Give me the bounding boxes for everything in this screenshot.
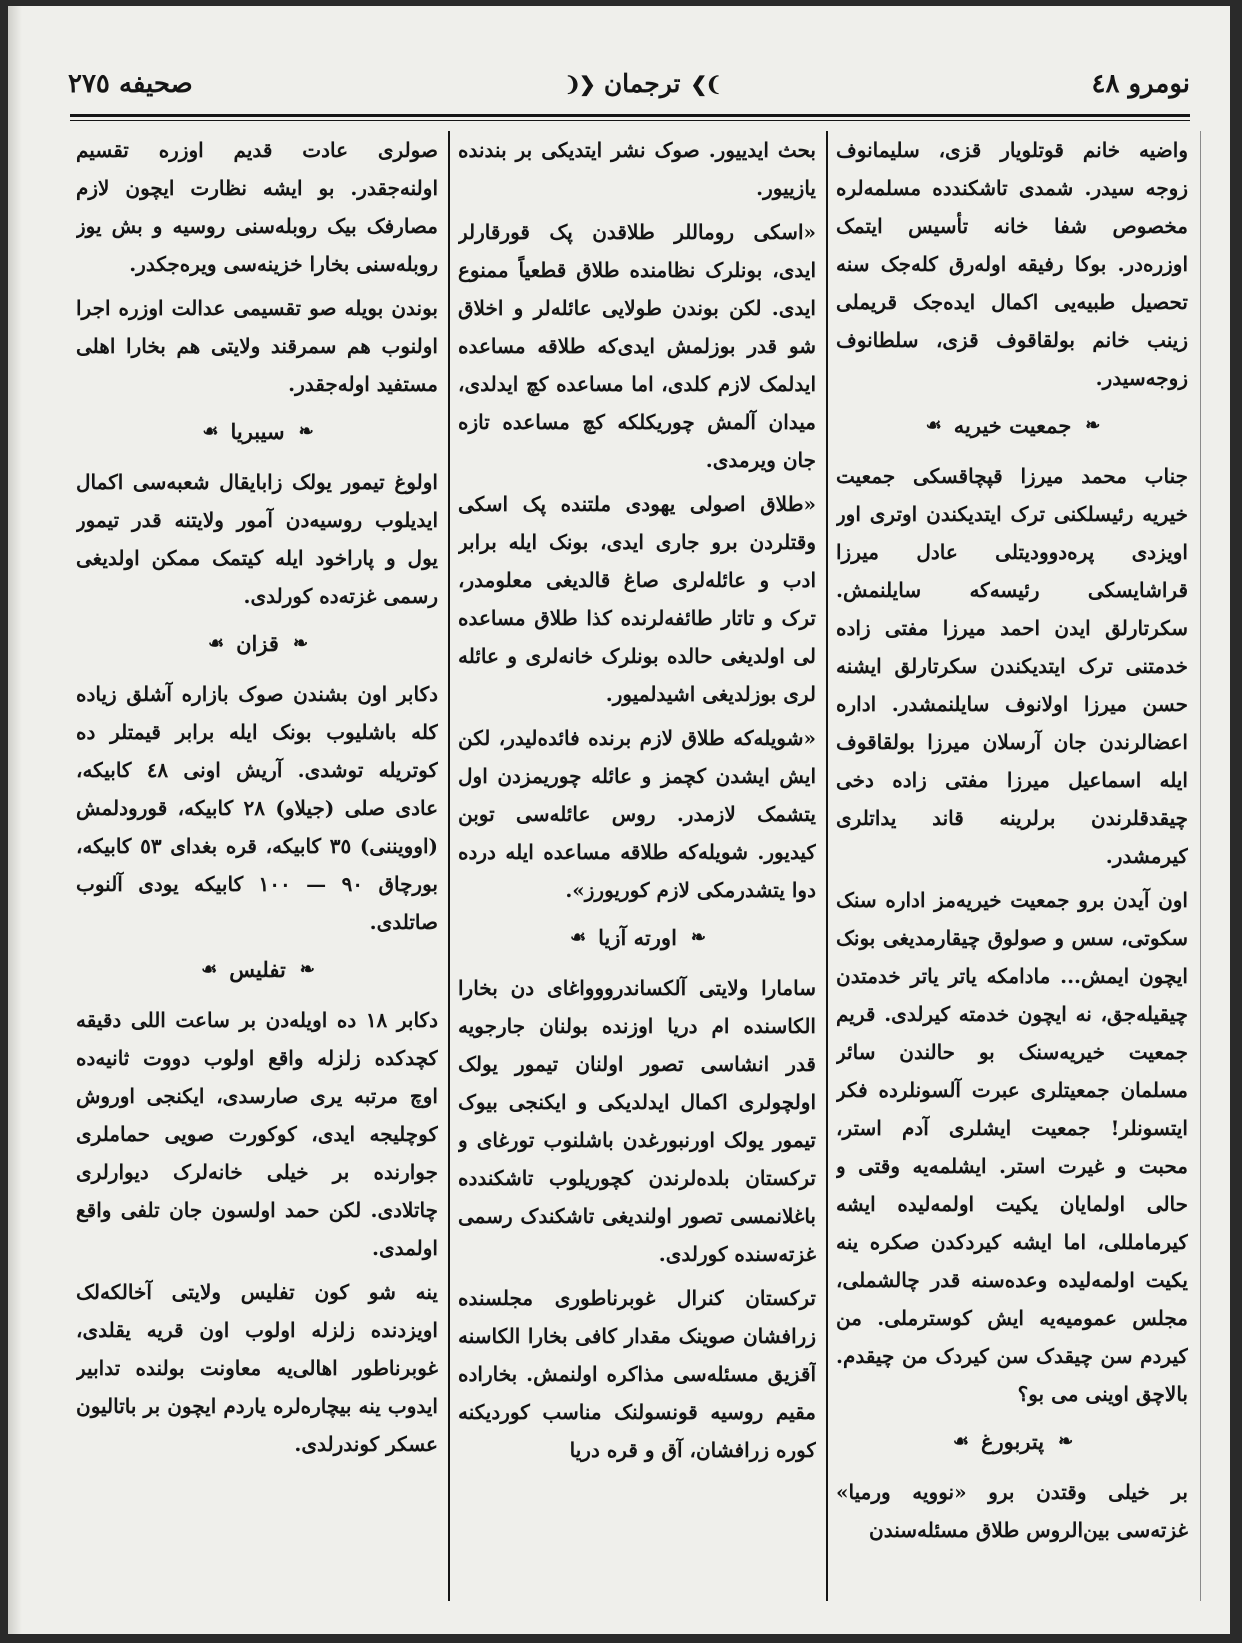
section-heading [76, 625, 438, 663]
article-paragraph: بحث ایدییور. صوک نشر ایتدیکی بر بندنده یازییور. [458, 138, 816, 200]
ornament-icon: ❧ [1058, 1431, 1072, 1452]
ornament-left-icon: ❮❨ [564, 71, 594, 96]
section-title: جمعیت خیریه [953, 413, 1072, 438]
section-heading [76, 413, 438, 451]
ornament-icon: ☙ [925, 415, 940, 436]
ornament-icon: ☙ [201, 959, 216, 980]
article-paragraph: «اسکی روماللر طلاقدن پک قورقارلر ایدی، بونلرک نظامنده طلاق قطعیاً ممنوع ایدی. لکن بوندن طولایی عائله‌لر و اخلاق شو قدر بوزلمش ایدی‌که طلاقه مساعده ایدلمک لازم کلدی، اما مساعده کچ ایدلدی، میدان آلمش چوریکلکه کچ مساعده تازه جان ویرمدی. [458, 220, 816, 472]
section-heading [836, 407, 1188, 445]
section-heading [458, 919, 816, 957]
section-title: سیبریا [230, 419, 285, 444]
article-paragraph: دکابر ١٨ ده اویله‌دن بر ساعت اللی دقیقه کچدکده زلزله واقع اولوب دووت ثانیه‌ده اوچ مرتبه یری صارسدی، ایکنجی اوروش کوچلیجه ایدی، کوکورت صویی حماملری جوارنده بر خیلی خانه‌لرک دیوارلری چاتلادی. لکن حمد اولسون جان تلفی واقع اولمدی. [76, 1008, 438, 1260]
ornament-icon: ☙ [207, 633, 223, 654]
header-rule-thin [70, 120, 1190, 121]
page-number: صحیفه ٢٧٥ [68, 68, 193, 99]
newspaper-page [8, 6, 1230, 1634]
section-heading [76, 951, 438, 989]
section-title: قزان [236, 631, 279, 656]
article-paragraph: بوندن بویله صو تقسیمی عدالت اوزره اجرا اولنوب هم سمرقند ولایتی هم بخارا اهلی مستفید اوله‌جقدر. [76, 296, 438, 396]
ornament-icon: ☙ [202, 421, 217, 442]
article-paragraph: «شویله‌که طلاق لازم برنده فائده‌لیدر، لکن ایش ایشدن کچمز و عائله چوریمزدن اول یتشمک لازمدر. روس عائله‌سی توبن کیدیور. شویله‌که طلاقه مساعده ایله درده دوا یتشدرمکی لازم کوریورز». [458, 726, 816, 902]
ornament-icon: ❧ [1085, 415, 1099, 436]
ornament-right-icon: ❩❯ [690, 71, 720, 96]
article-paragraph: بر خیلی وقتدن برو «نوویه ورمیا» غزته‌سی بین‌الروس طلاق مسئله‌سندن [836, 1480, 1188, 1542]
article-paragraph: اون آیدن برو جمعیت خیریه‌مز اداره سنک سکوتی، سس و صولوق چیقارمدیغی بونک ایچون ایمش... مادامکه یاتر یاتر خدمتدن چیقیله‌جق، نه ایچون خدمته کیرلدی. قریم جمعیت خیریه‌سنک بو حالندن سائر مسلمان جمعیتلری عبرت آلسونلرده فکر ایتسونلر! جمعیت ایشلری آدم استر، محبت و غیرت استر. ایشلمه‌یه وقتی و حالی اولمایان یکیت اولمه‌لیده ایشه کیرمامللی، اما ایشه کیردکدن صکره ینه یکیت اولمه‌لیده وعده‌سنه قدر چالشملی، مجلس عمومیه‌یه ایش کوسترملی. من کیردم سن چیقدک سن کیردک من چیقدم. بالاچق اوینی می بو؟ [836, 888, 1188, 1406]
article-paragraph: جناب محمد میرزا قپچاقسکی جمعیت خیریه رئیسلکنی ترک ایتدیکندن اوتری اور اویزدی پره‌دوودیتلی عادل میرزا قراشایسکی رئیسه‌که سایلنمش. سکرتارلق ایدن احمد میرزا مفتی زاده خدمتنی ترک ایتدیکندن سکرتارلق ایشنه حسن میرزا اولانوف سایلنمشدر. اداره اعضالرندن جان آرسلان میرزا بولقاقوف ایله اسماعیل میرزا مفتی زاده دخی چیقدقلرندن برلرینه قاند یداتلری کیرمشدر. [836, 464, 1188, 868]
ornament-icon: ❧ [292, 633, 307, 654]
section-heading [836, 1423, 1188, 1461]
header-rule [70, 114, 1190, 117]
article-paragraph: سامارا ولایتی آلکساندرووواغای دن بخارا الکاسنده ام دریا اوزنده بولنان جارجویه قدر انشاسی تصور اولنان تیمور یولک اولچولری اکمال ایدلدیکی و ایکنجی بیوک تیمور یولک اورنبورغدن باشلنوب تورغای و ترکستان بلده‌لرندن کچوریلوب تاشکندده باغلانمسی تصور اولندیغی تاشکندک رسمی غزته‌سنده کورلدی. [458, 976, 816, 1266]
article-paragraph: واضیه خانم قوتلویار قزی، سلیمانوف زوجه سیدر. شمدی تاشکندده مسلمه‌لره مخصوص شفا خانه تأسیس ایتمک اوزره‌در. بوکا رفیقه اوله‌رق کله‌جک سنه تحصیل طبیه‌یی اکمال ایده‌جک قریملی زینب خانم بولقاقوف قزی، سلطانوف زوجه‌سیدر. [836, 138, 1188, 390]
ornament-icon: ☙ [570, 927, 585, 948]
article-paragraph: ترکستان کنرال غوبرناطوری مجلسنده زرافشان صوینک مقدار کافی بخارا الکاسنه آقزیق مسئله‌سی مذاکره اولنمش. بخاراده مقیم روسیه قونسولنک مناسب کوردیکنه کوره زرافشان، آق و قره دریا [458, 1286, 816, 1462]
section-title: اورته آزیا [598, 925, 677, 950]
section-title: پتربورغ [980, 1429, 1045, 1454]
ornament-icon: ❧ [298, 421, 312, 442]
article-paragraph: «طلاق اصولی یهودی ملتنده پک اسکی وقتلردن برو جاری ایدی، بونک ایله برابر ادب و عائله‌لری صاغ قالدیغی معلومدر، ترک و تاتار طائفه‌لرنده کذا طلاق مساعده لی اولدیغی حالده بونلرک خانه‌لری و عائله لری بوزلدیغی اشیدلمیور. [458, 492, 816, 706]
newspaper-title: ترجمان [603, 69, 681, 98]
margin-rule [1200, 131, 1201, 1601]
article-paragraph: اولوغ تیمور یولک زابایقال شعبه‌سی اکمال ایدیلوب روسیه‌دن آمور ولایتنه قدر تیمور یول و پاراخود ایله کیتمک ممکن اولدیغی رسمی غزته‌ده کورلدی. [76, 470, 438, 608]
article-paragraph: صولری عادت قدیم اوزره تقسیم اولنه‌جقدر. بو ایشه نظارت ایچون لازم مصارفک بیک روبله‌سنی روسیه و بش یوز روبله‌سنی بخارا خزینه‌سی ویره‌جکدر. [76, 138, 438, 276]
newspaper-title-block [564, 69, 720, 98]
ornament-icon: ❧ [299, 959, 313, 980]
article-paragraph: ینه شو کون تفلیس ولایتی آخالکه‌لک اویزدنده زلزله اولوب اون قریه یقلدی، غوبرناطور اهالی‌یه معاونت بولنده تدابیر ایدوب ینه بیچاره‌لره یاردم ایچون بر باتالیون عسکر کوندرلدی. [76, 1280, 438, 1456]
column-middle [458, 131, 816, 1611]
column-divider [826, 131, 828, 1601]
column-divider [448, 131, 450, 1601]
ornament-icon: ❧ [690, 927, 704, 948]
article-paragraph: دکابر اون بشندن صوک بازاره آشلق زیاده کله باشلیوب بونک ایله برابر قیمتلر ده کوتریله توشدی. آریش اونی ٤٨ کابیکه، عادی صلی (جیلاو) ٢٨ کابیکه، قورودلمش (اوویننی) ٣٥ کابیکه، قره بغدای ٥٣ کابیکه، بورچاق ٩٠ — ١٠٠ کابیکه یودی آلنوب صاتلدی. [76, 682, 438, 934]
masthead [68, 56, 1190, 111]
section-title: تفلیس [229, 957, 286, 982]
column-left [76, 131, 438, 1611]
column-right [836, 131, 1188, 1611]
ornament-icon: ☙ [952, 1431, 967, 1452]
issue-number: نومرو ٤٨ [1091, 68, 1190, 99]
